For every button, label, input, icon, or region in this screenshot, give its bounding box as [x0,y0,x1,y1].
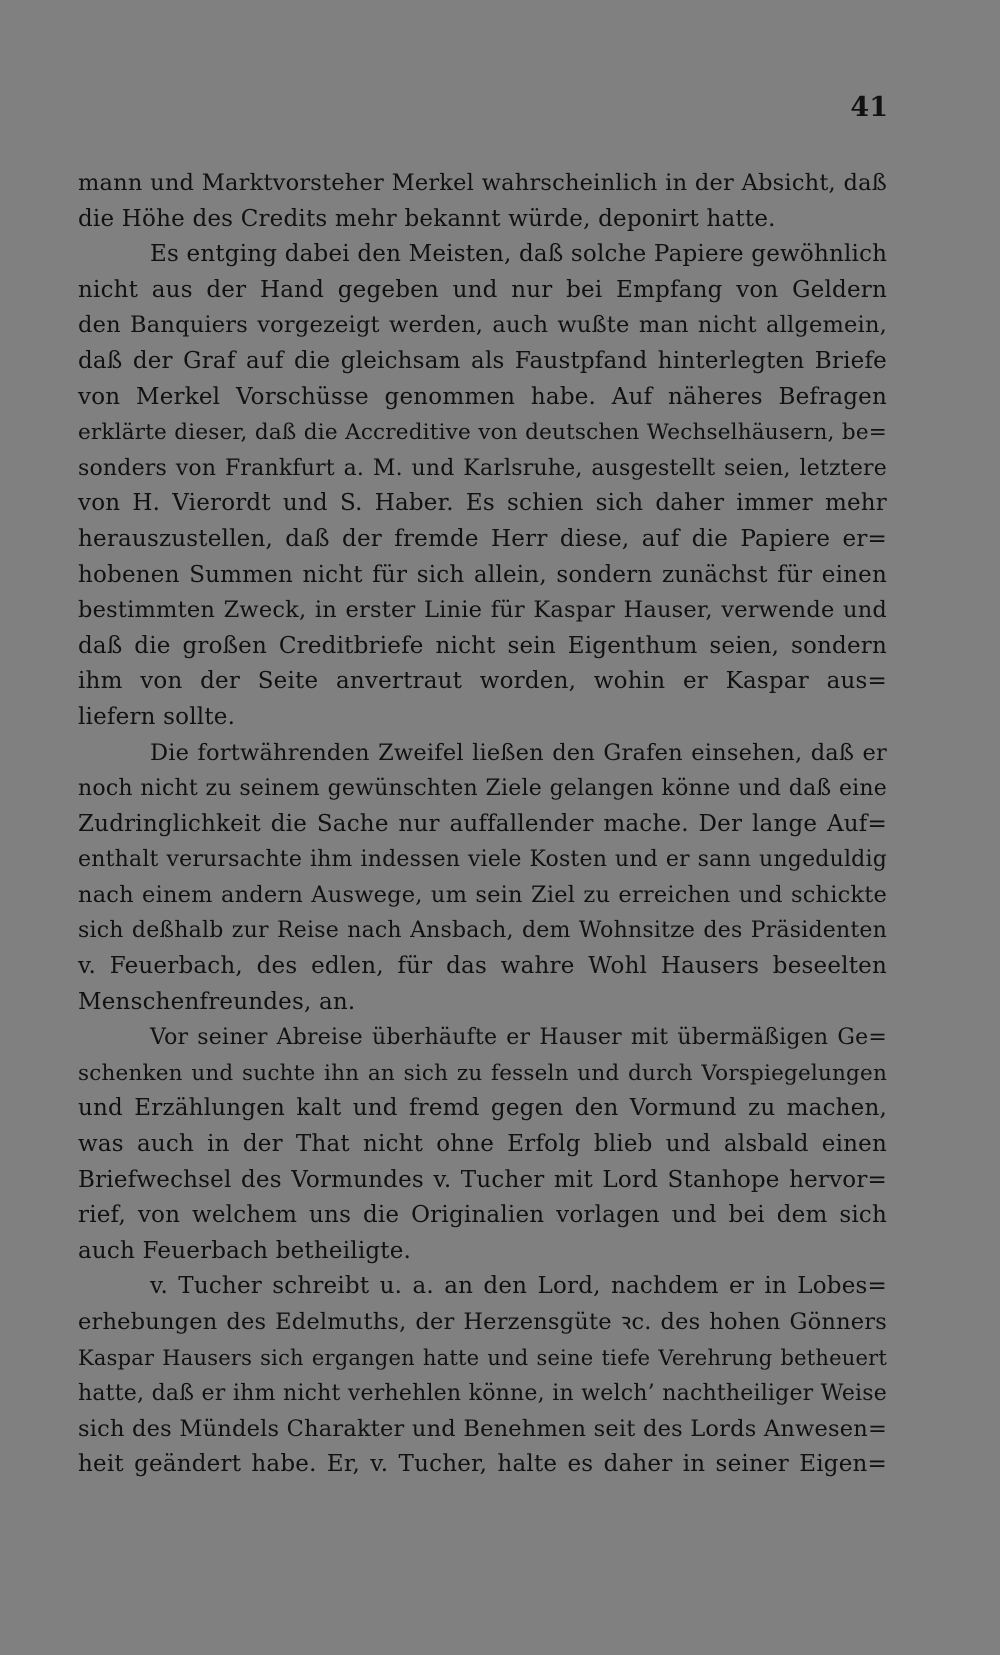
text-line: noch nicht zu seinem gewünschten Ziele gelangen könne und daß eine [78,776,887,802]
text-line: hatte, daß er ihm nicht verhehlen könne, in welch’ nachtheiliger Weise [78,1381,887,1407]
text-line: Menschenfreundes, an. [78,988,356,1015]
text-line: bestimmten Zweck, in erster Linie für Kaspar Hauser, verwende und [78,597,887,624]
text-line: sich des Mündels Charakter und Benehmen seit des Lords Anwesen= [78,1415,887,1442]
text-line: Kaspar Hausers sich ergangen hatte und seine tiefe Verehrung betheuert [78,1345,887,1370]
page-number: 41 [850,92,888,123]
text-line: erklärte dieser, daß die Accreditive von deutschen Wechselhäusern, be= [78,420,887,446]
text-line: liefern sollte. [78,703,236,730]
text-line: von Merkel Vorschüsse genommen habe. Auf näheres Befragen [78,383,887,410]
text-line: und Erzählungen kalt und fremd gegen den Vormund zu machen, [78,1095,887,1122]
text-line: Die fortwährenden Zweifel ließen den Grafen einsehen, daß er [150,739,887,766]
text-line: herauszustellen, daß der fremde Herr diese, auf die Papiere er= [78,525,887,552]
text-line: auch Feuerbach betheiligte. [78,1237,412,1264]
text-line: sich deßhalb zur Reise nach Ansbach, dem Wohnsitze des Präsidenten [78,918,887,944]
text-line: enthalt verursachte ihm indessen viele Kosten und er sann ungeduldig [78,847,887,873]
text-line: Briefwechsel des Vormundes v. Tucher mit Lord Stanhope hervor= [78,1166,887,1193]
body-text [78,166,887,1483]
text-line: rief, von welchem uns die Originalien vorlagen und bei dem sich [78,1202,887,1229]
text-line: Vor seiner Abreise überhäufte er Hauser mit übermäßigen Ge= [150,1025,887,1051]
text-line: den Banquiers vorgezeigt werden, auch wußte man nicht allgemein, [78,312,887,339]
text-line: von H. Vierordt und S. Haber. Es schien sich daher immer mehr [78,490,887,517]
text-line: Zudringlichkeit die Sache nur auffallender mache. Der lange Auf= [78,810,887,837]
text-line: mann und Marktvorsteher Merkel wahrscheinlich in der Absicht, daß [78,170,887,196]
text-line: Es entging dabei den Meisten, daß solche Papiere gewöhnlich [150,241,888,268]
text-line: sonders von Frankfurt a. M. und Karlsruhe, ausgestellt seien, letztere [78,455,887,481]
text-line: daß der Graf auf die gleichsam als Faustpfand hinterlegten Briefe [78,347,887,374]
text-line: die Höhe des Credits mehr bekannt würde, deponirt hatte. [78,205,776,232]
text-line: schenken und suchte ihn an sich zu fesseln und durch Vorspiegelungen [78,1060,887,1086]
text-line: v. Feuerbach, des edlen, für das wahre Wohl Hausers beseelten [78,953,887,980]
text-line: ihm von der Seite anvertraut worden, wohin er Kaspar aus= [78,668,887,695]
text-line: nach einem andern Auswege, um sein Ziel zu erreichen und schickte [78,881,887,908]
text-line: nicht aus der Hand gegeben und nur bei Empfang von Geldern [78,276,887,303]
text-line: was auch in der That nicht ohne Erfolg blieb und alsbald einen [78,1131,887,1158]
text-line: heit geändert habe. Er, v. Tucher, halte es daher in seiner Eigen= [78,1451,887,1478]
text-line: hobenen Summen nicht für sich allein, sondern zunächst für einen [78,561,887,588]
text-line: erhebungen des Edelmuths, der Herzensgüte ꝛc. des hohen Gönners [78,1309,887,1335]
text-line: daß die großen Creditbriefe nicht sein Eigenthum seien, sondern [78,632,887,659]
text-line: v. Tucher schreibt u. a. an den Lord, nachdem er in Lobes= [150,1273,887,1300]
